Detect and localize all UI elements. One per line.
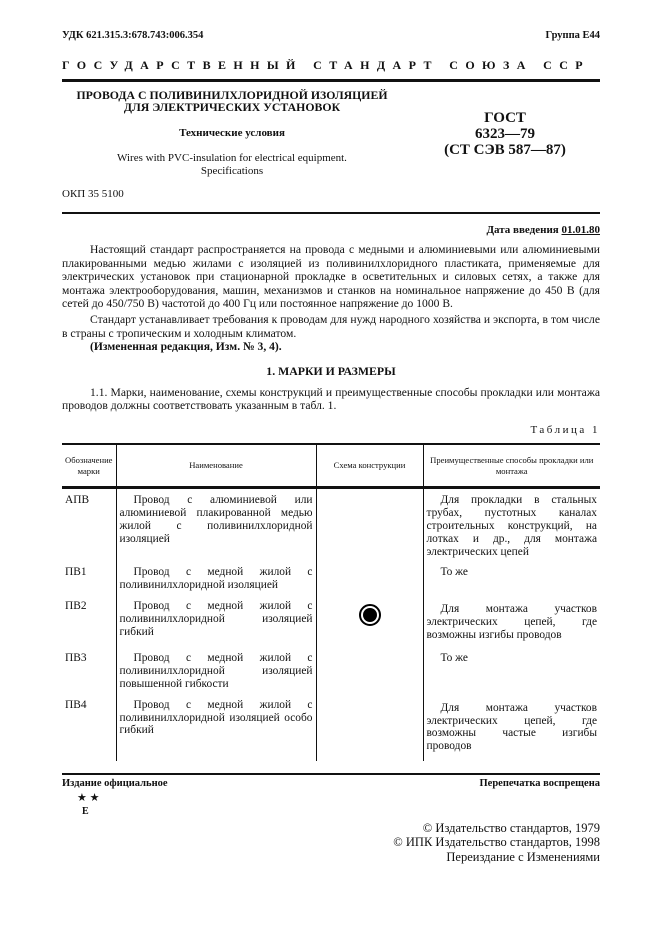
name-cell: Провод с алюминиевой или алюминиевой плакированной медью жилой с поливинилхлоридной изоляцией bbox=[116, 488, 316, 566]
date-label: Дата введения bbox=[486, 224, 562, 236]
title-line-1: ПРОВОДА С ПОЛИВИНИЛХЛОРИДНОЙ ИЗОЛЯЦИЕЙ bbox=[76, 88, 388, 102]
effective-date bbox=[486, 224, 600, 236]
copyright-1998: © ИПК Издательство стандартов, 1998 bbox=[393, 835, 600, 850]
section-heading: 1. МАРКИ И РАЗМЕРЫ bbox=[266, 363, 396, 378]
usage-cell: То же bbox=[423, 652, 600, 698]
name-cell: Провод с медной жилой с поливинилхлоридной изоляцией bbox=[116, 566, 316, 600]
okp-code: ОКП 35 5100 bbox=[62, 188, 124, 200]
subtitle: Технические условия bbox=[179, 127, 285, 139]
usage-cell: То же bbox=[423, 566, 600, 600]
mark-cell: ПВ3 bbox=[65, 652, 87, 665]
gost-number: 6323—79 bbox=[475, 126, 535, 142]
clause-1-1: 1.1. Марки, наименование, схемы конструкций и преимущественные способы прокладки или монтажа проводов должны соответствовать указанным в табл. 1. bbox=[62, 385, 600, 413]
usage-cell: Для монтажа участков электрических цепей, где возможны изгибы проводов bbox=[423, 600, 600, 652]
page-footer bbox=[62, 773, 600, 875]
english-line-1: Wires with PVC-insulation for electrical equipment. bbox=[117, 152, 347, 164]
title-line-2: ДЛЯ ЭЛЕКТРИЧЕСКИХ УСТАНОВОК bbox=[123, 100, 341, 114]
requirements-paragraph: Стандарт устанавливает требования к проводам для нужд народного хозяйства и экспорта, в том числе в страны с тропическим и холодным климатом. bbox=[62, 312, 600, 340]
reprint-prohibited: Перепечатка воспрещена bbox=[479, 777, 600, 789]
english-line-2: Specifications bbox=[200, 164, 264, 177]
usage-cell: Для монтажа участков электрических цепей, где возможны частые изгибы проводов bbox=[423, 699, 600, 761]
wire-marks-table bbox=[62, 443, 600, 761]
header-usage: Преимущественные способы прокладки или монтажа bbox=[423, 444, 600, 488]
amendment-note: (Измененная редакция, Изм. № 3, 4). bbox=[90, 340, 282, 354]
header-scheme: Схема конструкции bbox=[316, 444, 423, 488]
header-name: Наименование bbox=[116, 444, 316, 488]
scope-paragraph: Настоящий стандарт распространяется на провода с медными и алюминиевыми или алюминиевыми плакированными медью жилами с изоляцией из поливинилхлоридного пластиката, применяемые для электрических установок при стационарной прокладке в осветительных и силовых сетях, а также для монтажа электрооборудования, машин, механизмов и станков на номинальное напряжение до 450 В (для сетей до 450/750 В) частотой до 400 Гц или постоянное напряжение до 1000 В. bbox=[62, 243, 600, 311]
header-mark: Обозначение марки bbox=[62, 444, 116, 488]
gost-equivalent: (СТ СЭВ 587—87) bbox=[444, 142, 566, 158]
scheme-cell bbox=[316, 488, 423, 761]
copyright-block bbox=[393, 821, 600, 865]
udk-code: УДК 621.315.3:678.743:006.354 bbox=[62, 30, 204, 41]
reissue-note: Переиздание с Изменениями bbox=[446, 849, 600, 864]
stars-mark: ★ ★ bbox=[77, 791, 100, 804]
table-row bbox=[62, 488, 600, 566]
mark-cell: ПВ1 bbox=[65, 566, 87, 579]
table-caption: Таблица 1 bbox=[530, 423, 600, 436]
copyright-1979: © Издательство стандартов, 1979 bbox=[422, 820, 600, 835]
wire-cross-section-icon bbox=[359, 604, 381, 626]
name-cell: Провод с медной жилой с поливинилхлоридной изоляцией особо гибкий bbox=[116, 699, 316, 761]
english-title bbox=[62, 152, 402, 177]
gost-label: ГОСТ bbox=[484, 110, 526, 126]
mark-cell: АПВ bbox=[65, 494, 90, 507]
title-rule bbox=[62, 212, 600, 214]
edition-letter: Е bbox=[82, 805, 89, 817]
usage-cell: Для прокладки в стальных трубах, пустотных каналах строительных конструкций, на лотках и др., для монтажа электрических цепей bbox=[423, 488, 600, 566]
name-cell: Провод с медной жилой с поливинилхлоридной изоляцией повышенной гибкости bbox=[116, 652, 316, 698]
gost-block bbox=[430, 110, 580, 158]
official-edition: Издание официальное bbox=[62, 777, 168, 789]
banner-title: ГОСУДАРСТВЕННЫЙ СТАНДАРТ СОЮЗА ССР bbox=[62, 58, 591, 72]
document-title bbox=[62, 89, 402, 113]
mark-cell: ПВ2 bbox=[65, 600, 87, 613]
name-cell: Провод с медной жилой с поливинилхлоридной изоляцией гибкий bbox=[116, 600, 316, 652]
main-content bbox=[62, 243, 600, 875]
date-value: 01.01.80 bbox=[561, 224, 600, 236]
group-code: Группа Е44 bbox=[545, 30, 600, 41]
header-rule bbox=[62, 79, 600, 82]
mark-cell: ПВ4 bbox=[65, 698, 87, 711]
